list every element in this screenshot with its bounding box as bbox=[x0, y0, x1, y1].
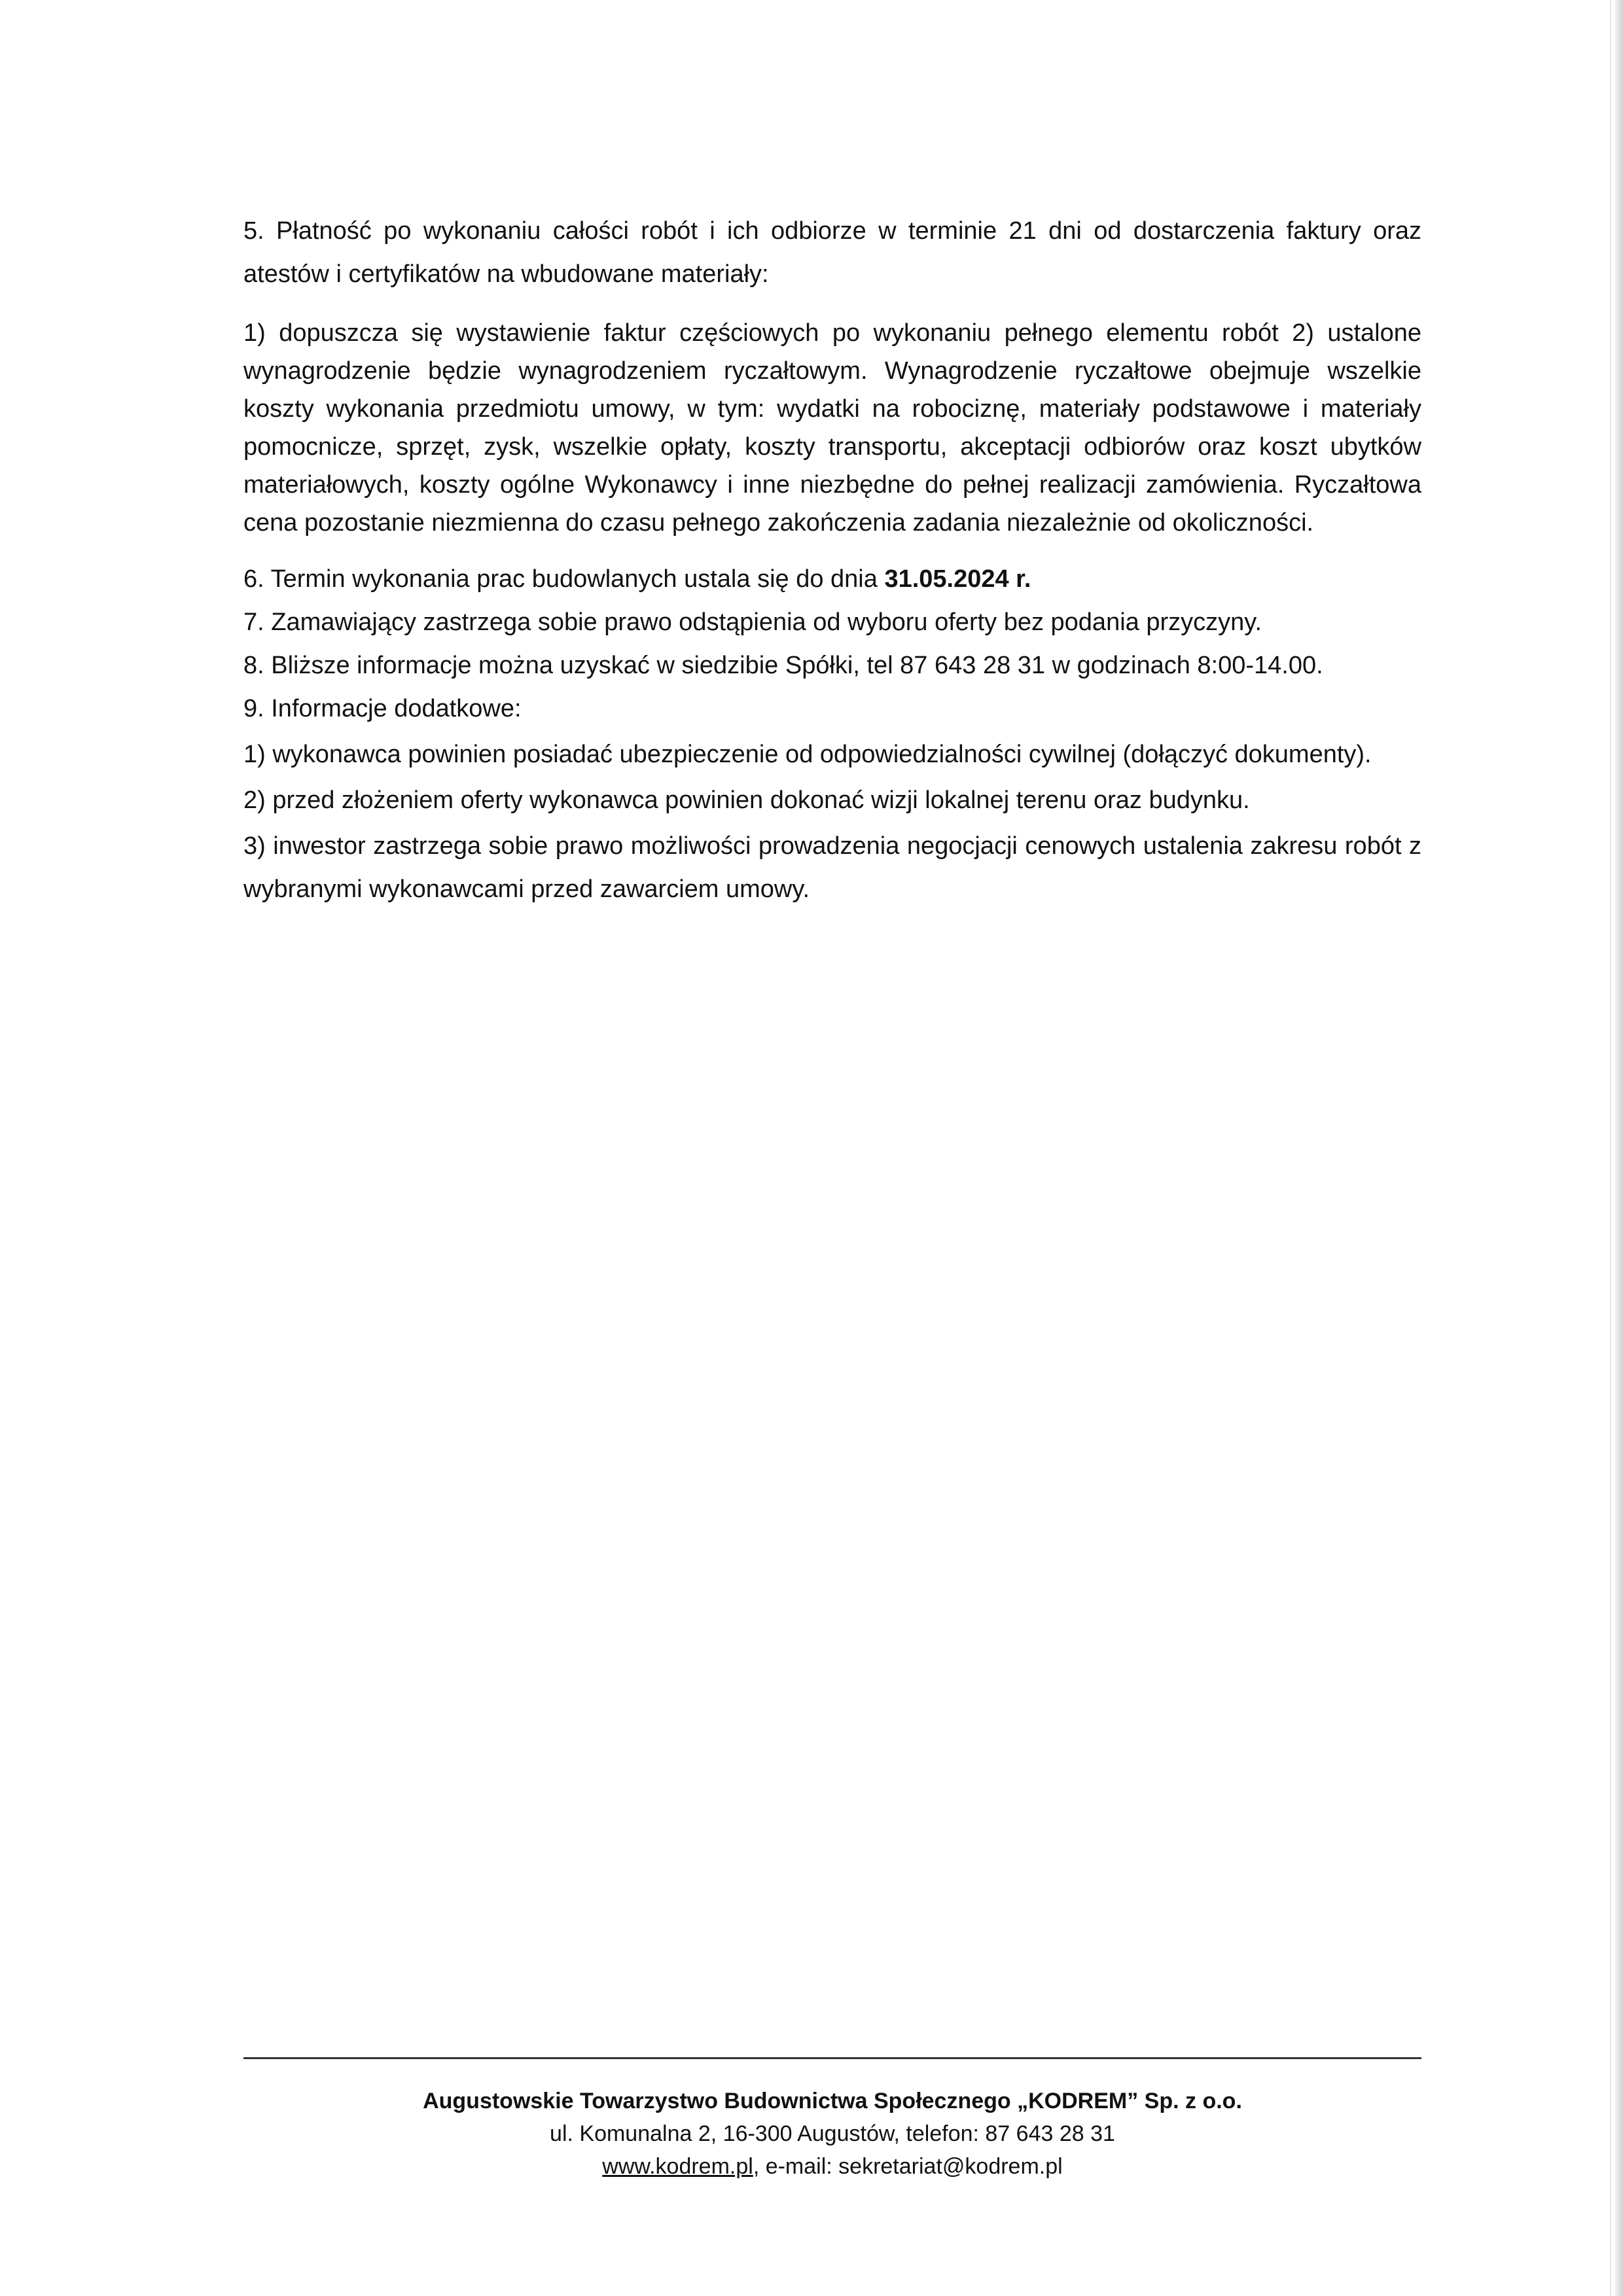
scan-edge-line bbox=[1610, 0, 1611, 2296]
footer-divider bbox=[243, 2057, 1421, 2059]
footer bbox=[243, 2085, 1421, 2183]
point-9-title: 9. Informacje dodatkowe: bbox=[243, 695, 522, 722]
footer-contact bbox=[243, 2150, 1421, 2183]
footer-website-link[interactable]: www.kodrem.pl bbox=[602, 2154, 753, 2179]
point-8: 8. Bliższe informacje można uzyskać w siedzibie Spółki, tel 87 643 28 31 w godzinach 8:00-14.00. bbox=[243, 652, 1323, 679]
point-7: 7. Zamawiający zastrzega sobie prawo odstąpienia od wyboru oferty bez podania przyczyny. bbox=[243, 609, 1262, 636]
footer-address: ul. Komunalna 2, 16-300 Augustów, telefon: 87 643 28 31 bbox=[550, 2121, 1115, 2146]
footer-email: , e-mail: sekretariat@kodrem.pl bbox=[753, 2154, 1063, 2179]
point-6 bbox=[243, 560, 1421, 598]
document-body bbox=[243, 209, 1421, 916]
point-6-date: 31.05.2024 r. bbox=[884, 565, 1031, 593]
point-9-item-1: 1) wykonawca powinien posiadać ubezpieczenie od odpowiedzialności cywilnej (dołączyć dokumenty). bbox=[243, 741, 1372, 768]
point-9-item-2: 2) przed złożeniem oferty wykonawca powinien dokonać wizji lokalnej terenu oraz budynku. bbox=[243, 786, 1250, 814]
point-6-text: 6. Termin wykonania prac budowlanych ustala się do dnia bbox=[243, 565, 885, 593]
point-9-item-3: 3) inwestor zastrzega sobie prawo możliwości prowadzenia negocjacji cenowych ustalenia zakresu robót z wybranymi wykonawcami przed zawarciem umowy. bbox=[243, 832, 1421, 903]
point-5: 5. Płatność po wykonaniu całości robót i ich odbiorze w terminie 21 dni od dostarczenia faktury oraz atestów i certyfikatów na wbudowane materiały: bbox=[243, 217, 1421, 288]
footer-company: Augustowskie Towarzystwo Budownictwa Społecznego „KODREM” Sp. z o.o. bbox=[423, 2089, 1242, 2113]
point-5-details: 1) dopuszcza się wystawienie faktur częściowych po wykonaniu pełnego elementu robót 2) ustalone wynagrodzenie będzie wynagrodzeniem ryczałtowym. Wynagrodzenie ryczałtowe obejmuje wszelkie koszty wykonania przedmiotu umowy, w tym: wydatki na robociznę, materiały podstawowe i materiały pomocnicze, sprzęt, zysk, wszelkie opłaty, koszty transportu, akceptacji odbiorów oraz koszt ubytków materiałowych, koszty ogólne Wykonawcy i inne niezbędne do pełnej realizacji zamówienia. Ryczałtowa cena pozostanie niezmienna do czasu pełnego zakończenia zadania niezależnie od okoliczności. bbox=[243, 319, 1421, 537]
scan-edge bbox=[1614, 0, 1623, 2296]
